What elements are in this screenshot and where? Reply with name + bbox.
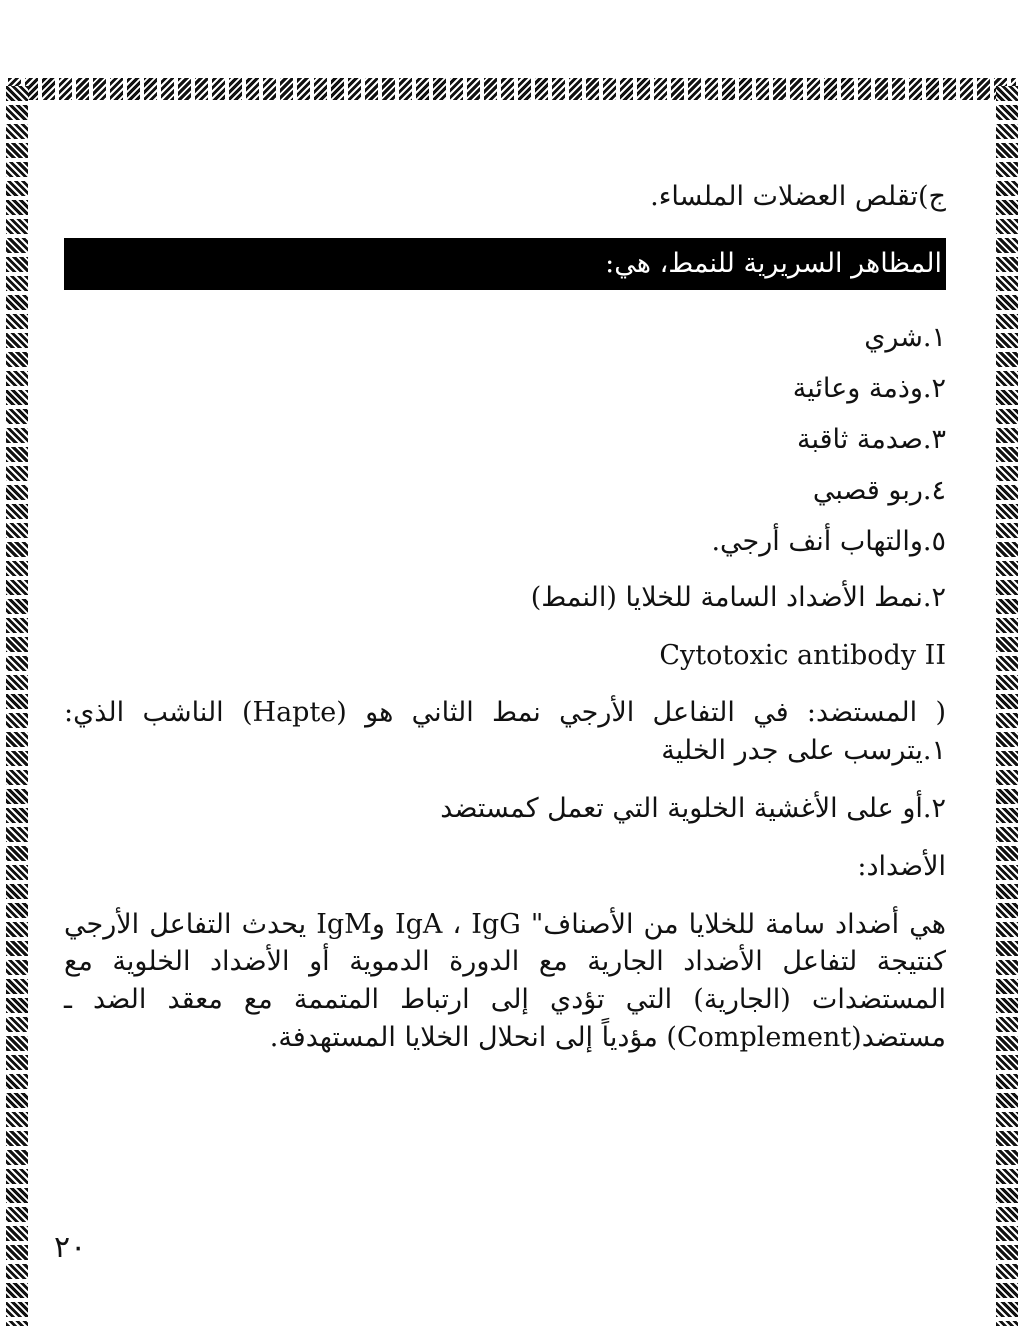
type2-title: ٢.نمط الأضداد السامة للخلايا (النمط) bbox=[530, 581, 946, 613]
section-heading: المظاهر السريرية للنمط، هي: bbox=[64, 238, 946, 290]
antibodies-paragraph: هي أضداد سامة للخلايا من الأصناف" IgA ، IgG وIgM يحدث التفاعل الأرجي كنتيجة لتفاعل الأضداد الجارية مع الدورة الدموية أو الأضداد الخلوية مع المستضدات (الجارية) التي تؤدي إلى ارتباط المتممة مع معقد الضد ـ مستضد(Complement) مؤدياً إلى انحلال الخلايا المستهدفة. bbox=[64, 908, 946, 1053]
antibodies-label: الأضداد: bbox=[857, 850, 946, 882]
list-item: ٣.صدمة ثاقبة bbox=[797, 423, 946, 455]
decorative-border-top bbox=[8, 78, 1016, 100]
line-smooth-muscle: ج)تقلص العضلات الملساء. bbox=[650, 181, 946, 212]
list-item: ١.شري bbox=[864, 321, 946, 353]
page-content bbox=[64, 178, 946, 1057]
antigen-paragraph: ( المستضد: في التفاعل الأرجي نمط الثاني هو (Hapte) الناشب الذي: ١.يترسب على جدر الخلية bbox=[64, 697, 947, 767]
type2-english-title: Cytotoxic antibody II bbox=[659, 639, 946, 671]
list-item: ٥.والتهاب أنف أرجي. bbox=[711, 525, 946, 557]
decorative-border-right bbox=[996, 86, 1018, 1326]
list-item: ٤.ربو قصبي bbox=[812, 474, 946, 506]
decorative-border-left bbox=[6, 86, 28, 1326]
antigen-item-2: ٢.أو على الأغشية الخلوية التي تعمل كمستضد bbox=[440, 792, 946, 824]
list-item: ٢.وذمة وعائية bbox=[792, 372, 946, 404]
manifestations-list bbox=[64, 312, 946, 567]
page-number: ٢٠ bbox=[54, 1230, 87, 1265]
